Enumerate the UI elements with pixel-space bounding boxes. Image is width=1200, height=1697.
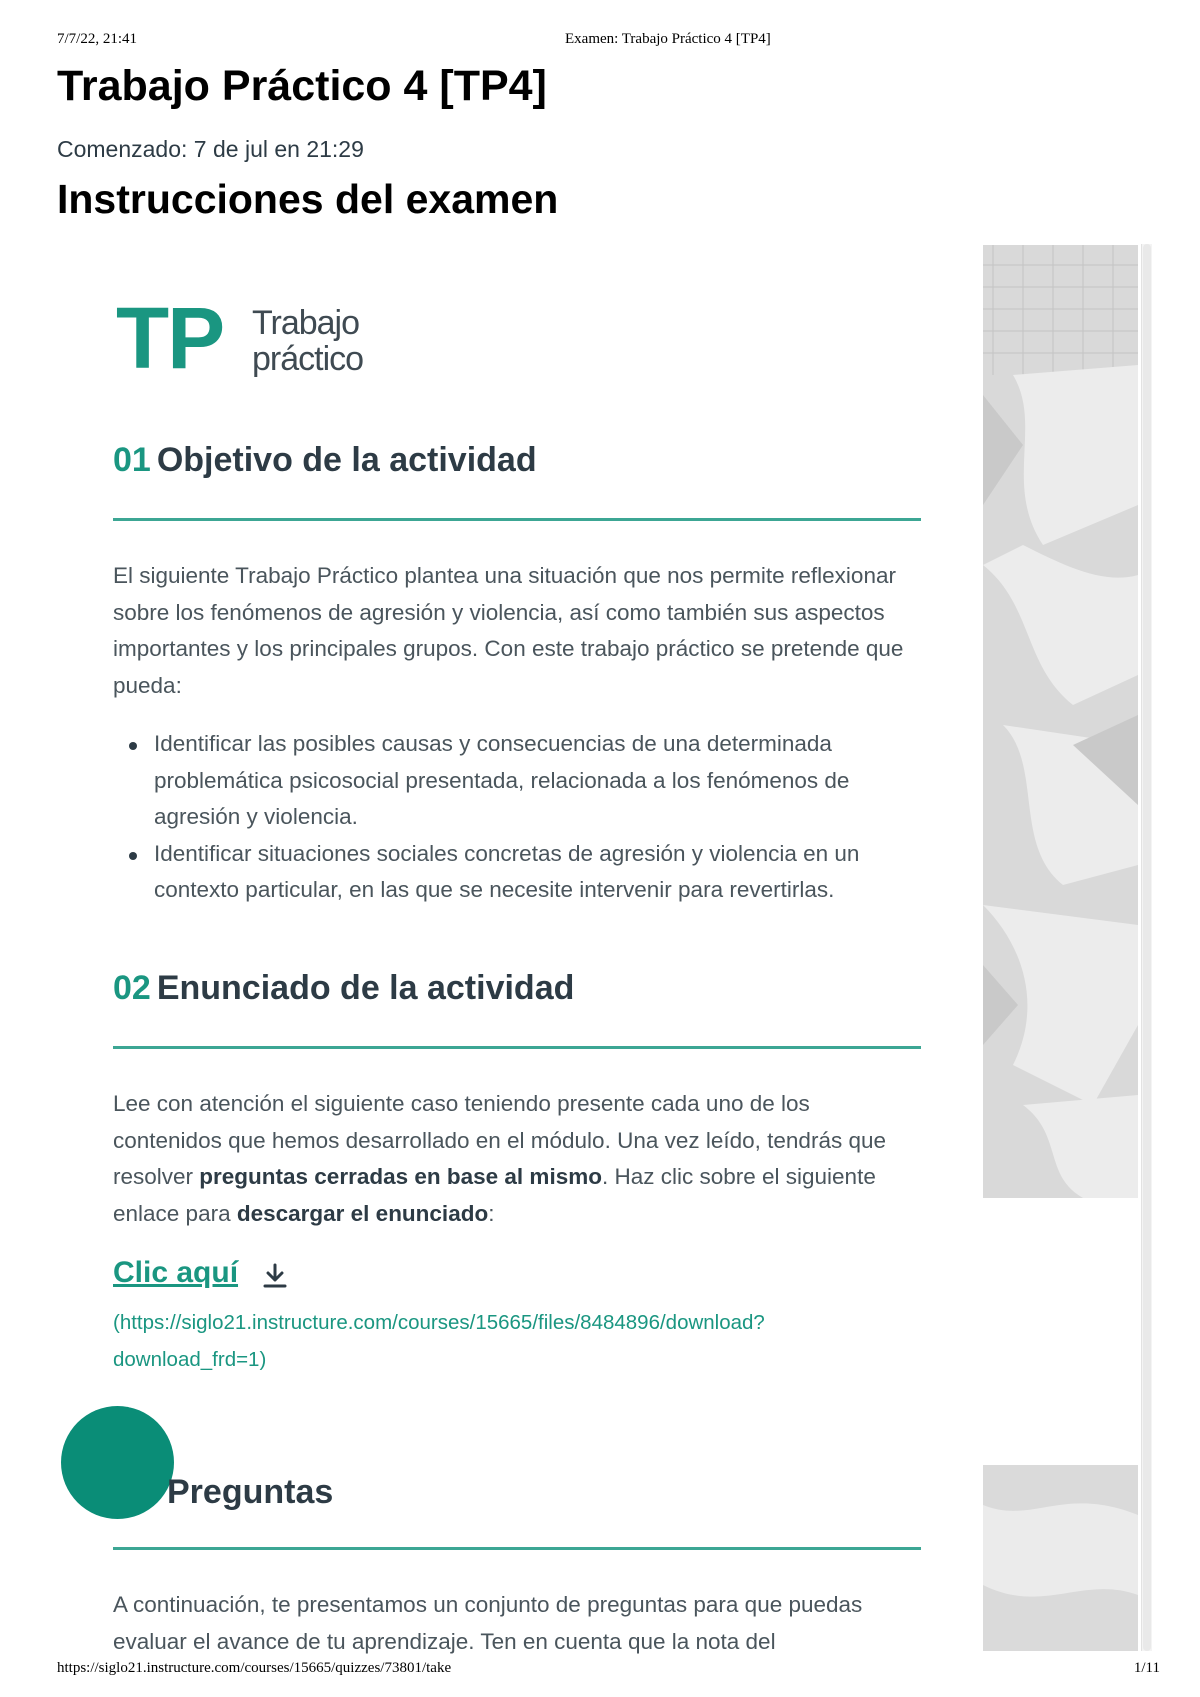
section-divider <box>113 1046 921 1049</box>
section-questions-heading: Preguntas <box>167 1473 334 1511</box>
statement-bold: preguntas cerradas en base al mismo <box>199 1164 602 1189</box>
list-item: Identificar las posibles causas y consecuencias de una determinada problemática psicosocial presentada, relacionada a los fenómenos de agresión y violencia. <box>113 726 921 836</box>
statement-text: . Haz clic sobre el siguiente enlace para <box>113 1164 876 1226</box>
questions-paragraph: A continuación, te presentamos un conjunto de preguntas para que puedas evaluar el avance de tu aprendizaje. Ten en cuenta que la nota del <box>113 1592 863 1654</box>
side-banner-image-lower <box>983 1465 1138 1651</box>
tp-logo-words <box>252 305 363 377</box>
section-title: Objetivo de la actividad <box>156 441 537 479</box>
section-number: 01 <box>113 441 151 479</box>
section-number: 02 <box>113 969 151 1007</box>
started-timestamp: Comenzado: 7 de jul en 21:29 <box>57 136 364 162</box>
objective-paragraph: El siguiente Trabajo Práctico plantea una situación que nos permite reflexionar sobre los fenómenos de agresión y violencia, así como también sus aspectos importantes y los principales grupos. Con este trabajo práctico se pretende que pueda: <box>113 563 904 698</box>
tp-logo-line2: práctico <box>252 340 364 378</box>
side-banner-image <box>983 245 1138 1198</box>
download-link[interactable]: Clic aquí <box>113 1256 239 1289</box>
print-url: https://siglo21.instructure.com/courses/15665/quizzes/73801/take <box>57 1660 452 1676</box>
page-title: Trabajo Práctico 4 [TP4] <box>57 62 547 110</box>
statement-bold: descargar el enunciado <box>236 1200 489 1226</box>
download-icon[interactable] <box>262 1262 288 1290</box>
tp-logo-mark: TP <box>116 290 224 387</box>
print-doc-title: Examen: Trabajo Práctico 4 [TP4] <box>565 31 771 47</box>
list-item: Identificar situaciones sociales concretas de agresión y violencia en un contexto particular, en las que se necesite intervenir para revertirlas. <box>113 836 921 909</box>
section-statement-heading <box>113 969 574 1008</box>
statement-text: Lee con atención el siguiente caso teniendo presente cada uno de los contenidos que hemos desarrollado en el módulo. Una vez leído, tendrás que resolver <box>113 1091 886 1189</box>
instructions-title: Instrucciones del examen <box>57 176 559 222</box>
statement-text: : <box>488 1200 495 1226</box>
print-page-number: 1/11 <box>1133 1660 1160 1676</box>
section-divider <box>113 1547 921 1550</box>
download-url[interactable]: (https://siglo21.instructure.com/courses/15665/files/8484896/download?download_frd=1) <box>113 1311 765 1371</box>
side-banner-pattern <box>983 1465 1138 1651</box>
tp-logo-line1: Trabajo <box>252 304 360 342</box>
scrollbar-thumb[interactable] <box>1143 244 1151 1651</box>
side-banner-pattern <box>983 245 1138 1198</box>
content-scrollbar[interactable] <box>1141 244 1152 1651</box>
print-datetime: 7/7/22, 21:41 <box>57 31 138 47</box>
section-title: Enunciado de la actividad <box>156 969 575 1007</box>
section-divider <box>113 518 921 521</box>
statement-paragraph <box>113 1086 921 1232</box>
objective-list <box>113 726 921 909</box>
section-number-circle <box>61 1406 174 1519</box>
section-objective-heading <box>113 441 537 480</box>
